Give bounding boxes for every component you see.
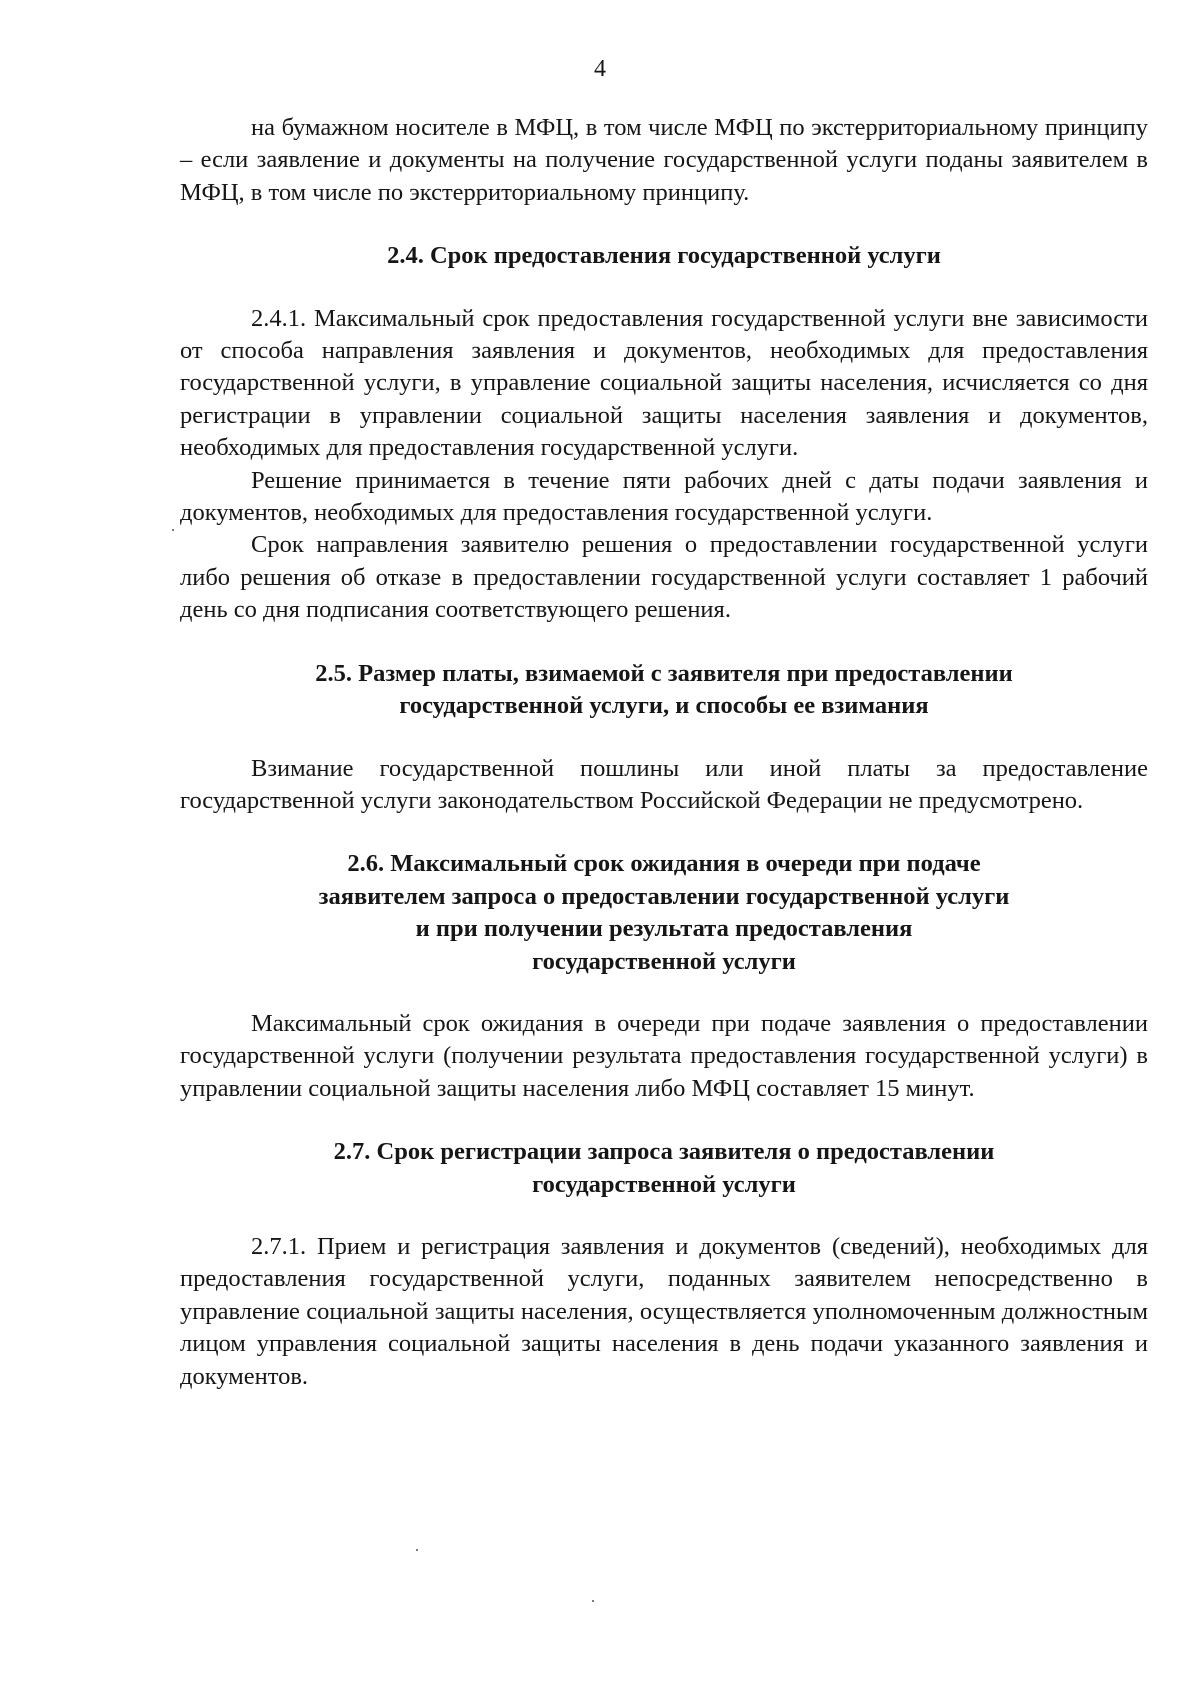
heading-line: 2.7. Срок регистрации запроса заявителя о предоставлении bbox=[333, 1138, 995, 1166]
scan-speck bbox=[172, 529, 174, 531]
heading-line: 2.5. Размер платы, взимаемой с заявителя при предоставлении bbox=[315, 659, 1013, 687]
section-heading-2-5 bbox=[180, 658, 1148, 723]
paragraph-2-4-decision: Решение принимается в течение пяти рабочих дней с даты подачи заявления и документов, необходимых для предоставления государственной услуги. bbox=[180, 466, 1148, 527]
heading-line: государственной услуги, и способы ее взимания bbox=[399, 692, 929, 720]
paragraph-2-6: Максимальный срок ожидания в очереди при подаче заявления о предоставлении государственной услуги (получении результата предоставления государственной услуги) в управлении социальной защиты населения либо МФЦ составляет 15 минут. bbox=[180, 1009, 1148, 1102]
scan-speck bbox=[416, 1549, 418, 1551]
page-number: 4 bbox=[594, 56, 606, 82]
paragraph-2-4-1: 2.4.1. Максимальный срок предоставления государственной услуги вне зависимости от способа направления заявления и документов, необходимых для предоставления государственной услуги, в управление социальной защиты населения, исчисляется со дня регистрации в управлении социальной защиты населения заявления и документов, необходимых для предоставления государственной услуги. bbox=[180, 304, 1148, 462]
paragraph-2-5: Взимание государственной пошлины или иной платы за предоставление государственной услуги законодательством Российской Федерации не предусмотрено. bbox=[180, 754, 1148, 814]
heading-line: заявителем запроса о предоставлении государственной услуги bbox=[318, 882, 1010, 910]
paragraph-2-4-notice: Срок направления заявителю решения о предоставлении государственной услуги либо решения об отказе в предоставлении государственной услуги составляет 1 рабочий день со дня подписания соответствующего решения. bbox=[180, 531, 1148, 624]
scan-speck bbox=[592, 1600, 594, 1602]
heading-line: 2.4. Срок предоставления государственной услуги bbox=[387, 242, 941, 270]
heading-line: 2.6. Максимальный срок ожидания в очереди при подаче bbox=[347, 850, 981, 878]
intro-paragraph: на бумажном носителе в МФЦ, в том числе МФЦ по экстерриториальному принципу – если заявление и документы на получение государственной услуги поданы заявителем в МФЦ, в том числе по экстерриториальному принципу. bbox=[180, 114, 1148, 206]
section-heading-2-6 bbox=[180, 848, 1148, 978]
paragraph-2-7-1: 2.7.1. Прием и регистрация заявления и документов (сведений), необходимых для предоставления государственной услуги, поданных заявителем непосредственно в управление социальной защиты населения, осуществляется уполномоченным должностным лицом управления социальной защиты населения в день подачи указанного заявления и документов. bbox=[180, 1232, 1148, 1390]
section-heading-2-4 bbox=[180, 240, 1148, 272]
heading-line: государственной услуги bbox=[532, 1170, 796, 1198]
section-heading-2-7 bbox=[180, 1136, 1148, 1201]
heading-line: и при получении результата предоставления bbox=[415, 915, 913, 943]
heading-line: государственной услуги bbox=[532, 947, 796, 975]
document-body bbox=[180, 112, 1148, 1393]
